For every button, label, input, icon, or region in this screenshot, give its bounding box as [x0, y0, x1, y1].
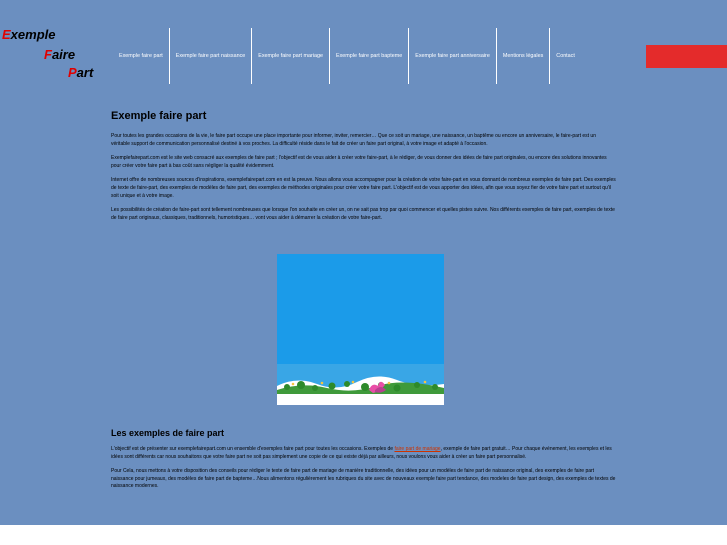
link-faire-part-mariage[interactable]: faire part de mariage	[394, 446, 441, 452]
hero-illustration	[277, 254, 444, 405]
site-logo[interactable]	[0, 28, 110, 84]
page-footer-strip	[0, 525, 727, 545]
main-nav	[113, 28, 581, 84]
nav-item-mentions-legales[interactable]: Mentions légales	[502, 53, 544, 59]
nav-item-mariage[interactable]: Exemple faire part mariage	[258, 53, 323, 59]
main-content	[111, 110, 616, 229]
intro-paragraph-4: Les possibilités de création de faire-part sont tellement nombreuses que lorsque l'on souhaite en créer un, on ne sait pas trop par quoi commencer et quelles pistes suivre. Nos différents exemples de faire part, exemples de texte de faire part originaux, classiques, traditionnels, humoristiques… vont vous aider à démarrer la création de votre faire-part.	[111, 207, 615, 221]
logo-word-2: Faire	[44, 47, 76, 62]
nav-item-contact[interactable]: Contact	[556, 53, 575, 59]
section-paragraph-1	[111, 446, 616, 461]
intro-paragraph-1: Pour toutes les grandes occasions de la vie, le faire part occupe une place importante pour informer, inviter, remercier… Que ce soit un mariage, une naissance, un baptême ou encore un anniversaire, le faire-part est un véritable support de communication personnalisé destiné à vos proches. La difficulté réside dans le fait de créer un faire part original, à votre image et adapté à l'occasion.	[111, 133, 596, 147]
section-paragraph-1-end: , exemple de faire part gratuit… Pour chaque événement, les exemples et les idées sont différents car nous souhaitons que votre faire part ne soit pas simplement une copie de ce qui existe déjà par ailleurs, nous voulons vous aider à créer un faire part personnalisé.	[111, 446, 612, 460]
nav-item-anniversaire[interactable]: Exemple faire part anniversaire	[415, 53, 490, 59]
section-exemples	[111, 428, 616, 498]
section-paragraph-2: Pour Cela, nous mettons à votre disposition des conseils pour rédiger le texte de faire part de mariage de manière traditionnelle, des idées pour un modèles de faire part de naissance original, des exemples de faire part naissance pour jumeaux, des modèles de faire part de bapteme…Nous alimentons régulièrement les rubriques du site avec de nouveaux exemple faire part tendance, des modeles de faire part design, des exemples de textes de naissance modernes.	[111, 468, 616, 490]
nav-item-exemple-faire-part[interactable]: Exemple faire part	[119, 53, 163, 59]
intro-paragraph-3: Internet offre de nombreuses sources d'inspirations, exemplefairepart.com en est la preuve. Nous allons vous accompagner pour la création de votre faire-part en vous donnant de nombreux exemples de faire part. Des exemples de texte de faire-part, des exemples de modèles de faire part, des exemples de méthodes originales pour créer votre faire part. L'objectif est de vous apporter des idées, afin que vous soyez fier de votre faire part et surtout qu'il soit unique et à votre image.	[111, 177, 616, 199]
logo-word-1: Exemple	[2, 27, 56, 42]
section-paragraph-1-start: L'objectif est de présenter sur exemplefairepart.com un ensemble d'exemples faire part pour toutes les occasions. Exemples de	[111, 446, 395, 452]
nav-item-naissance[interactable]: Exemple faire part naissance	[175, 53, 246, 59]
nav-accent-bar	[646, 45, 727, 68]
logo-word-3: Part	[68, 65, 94, 80]
hero-image	[277, 254, 444, 405]
intro-paragraph-2: Exemplefairepart.com est le site web consacré aux exemples de faire part ; l'objectif est de vous aider à créer votre faire-part, à le rédiger, de vous donner des idées de faire part originales, ou encore des solutions innovantes pour créer votre faire part à bas coût sans négliger la qualité évidemment.	[111, 155, 607, 169]
nav-item-bapteme[interactable]: Exemple faire part bapteme	[335, 53, 403, 59]
section-title: Les exemples de faire part	[111, 428, 225, 438]
page-title: Exemple faire part	[111, 110, 207, 122]
